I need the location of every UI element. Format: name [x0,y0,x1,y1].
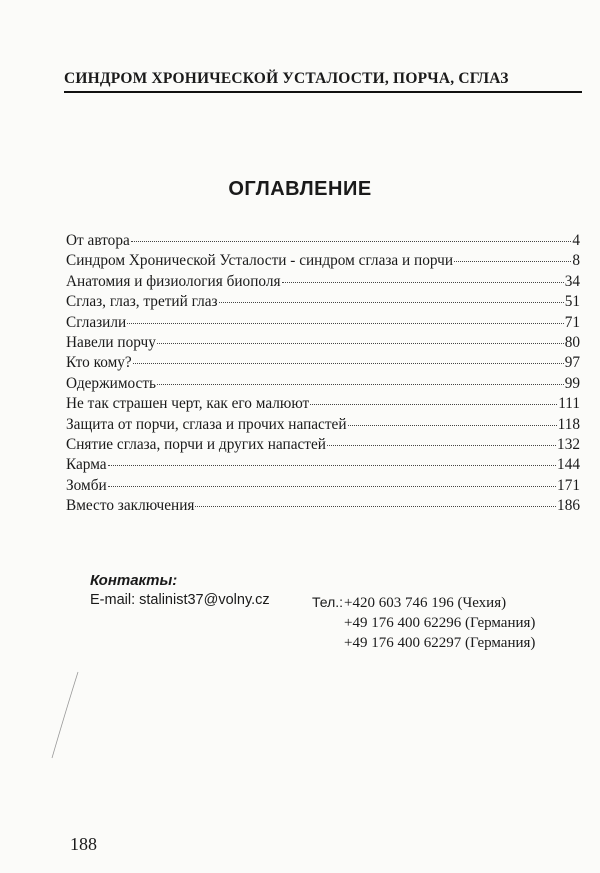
toc-entry-title: Анатомия и физиология биополя [66,272,281,290]
toc-entry[interactable] [66,292,580,312]
toc-entry-title: Защита от порчи, сглаза и прочих напастей [66,415,347,433]
toc-entry-title: Зомби [66,476,107,494]
toc-leader [310,404,557,405]
toc-entry-page: 80 [564,333,580,351]
toc-title: ОГЛАВЛЕНИЕ [228,178,372,200]
toc-entry[interactable] [66,496,580,516]
phone-number[interactable]: +49 176 400 62297 (Германия) [344,635,536,651]
toc-entry-title: Одержимость [66,374,156,392]
phone-label: Тел.: [312,594,344,610]
toc-entry[interactable] [66,251,580,271]
toc-entry-page: 34 [564,272,580,290]
toc-leader [157,384,564,385]
page-number: 188 [70,834,97,854]
toc-leader [219,302,564,303]
toc-entry-page: 186 [557,497,580,515]
toc-entry-title: Карма [66,456,107,474]
toc-leader [282,282,564,283]
toc-leader [348,425,557,426]
toc-leader [131,241,572,242]
toc-leader [108,486,556,487]
toc-leader [454,261,571,262]
toc-entry-page: 99 [564,374,580,392]
scan-artifact [48,670,88,760]
phone-list [312,592,535,653]
toc-entry[interactable] [66,374,580,394]
toc-entry-page: 4 [572,232,580,249]
toc-leader [157,343,564,344]
toc-entry-title: От автора [66,232,130,249]
toc-entry-page: 132 [557,435,580,453]
toc-entry-title: Кто кому? [66,354,132,372]
toc-leader [127,323,564,324]
toc-entry[interactable] [66,435,580,455]
toc-entry[interactable] [66,333,580,353]
phone-number[interactable]: +49 176 400 62296 (Германия) [344,615,536,631]
toc-entry-page: 97 [564,354,580,372]
header-rule [64,91,582,93]
toc-entry-page: 171 [557,476,580,494]
toc-entry-page: 71 [564,313,580,331]
toc-entry-page: 51 [564,293,580,311]
toc-leader [327,445,556,446]
contacts-label: Контакты: [90,572,178,589]
toc-entry-title: Сглаз, глаз, третий глаз [66,293,218,311]
toc-entry[interactable] [66,415,580,435]
toc-entry[interactable] [66,394,580,414]
table-of-contents [66,231,580,516]
toc-entry[interactable] [66,353,580,373]
phone-number[interactable]: +420 603 746 196 (Чехия) [344,595,507,611]
toc-entry[interactable] [66,313,580,333]
toc-entry-title: Навели порчу [66,333,156,351]
email-address[interactable]: E-mail: stalinist37@volny.cz [90,592,270,608]
toc-entry-title: Не так страшен черт, как его малюют [66,395,310,413]
toc-entry[interactable] [66,231,580,251]
toc-entry[interactable] [66,476,580,496]
running-title: СИНДРОМ ХРОНИЧЕСКОЙ УСТАЛОСТИ, ПОРЧА, СГЛАЗ [64,70,509,87]
toc-leader [195,506,556,507]
toc-leader [108,465,556,466]
toc-entry-page: 144 [557,456,580,474]
toc-entry[interactable] [66,272,580,292]
toc-entry-title: Синдром Хронической Усталости - синдром сглаза и порчи [66,252,454,270]
toc-entry-page: 111 [558,395,580,413]
toc-entry-title: Вместо заключения [66,497,195,515]
toc-leader [133,363,564,364]
toc-entry-page: 118 [557,415,580,433]
toc-entry-page: 8 [572,252,580,270]
toc-entry[interactable] [66,455,580,475]
toc-entry-title: Сглазили [66,313,127,331]
toc-entry-title: Снятие сглаза, порчи и других напастей [66,435,326,453]
